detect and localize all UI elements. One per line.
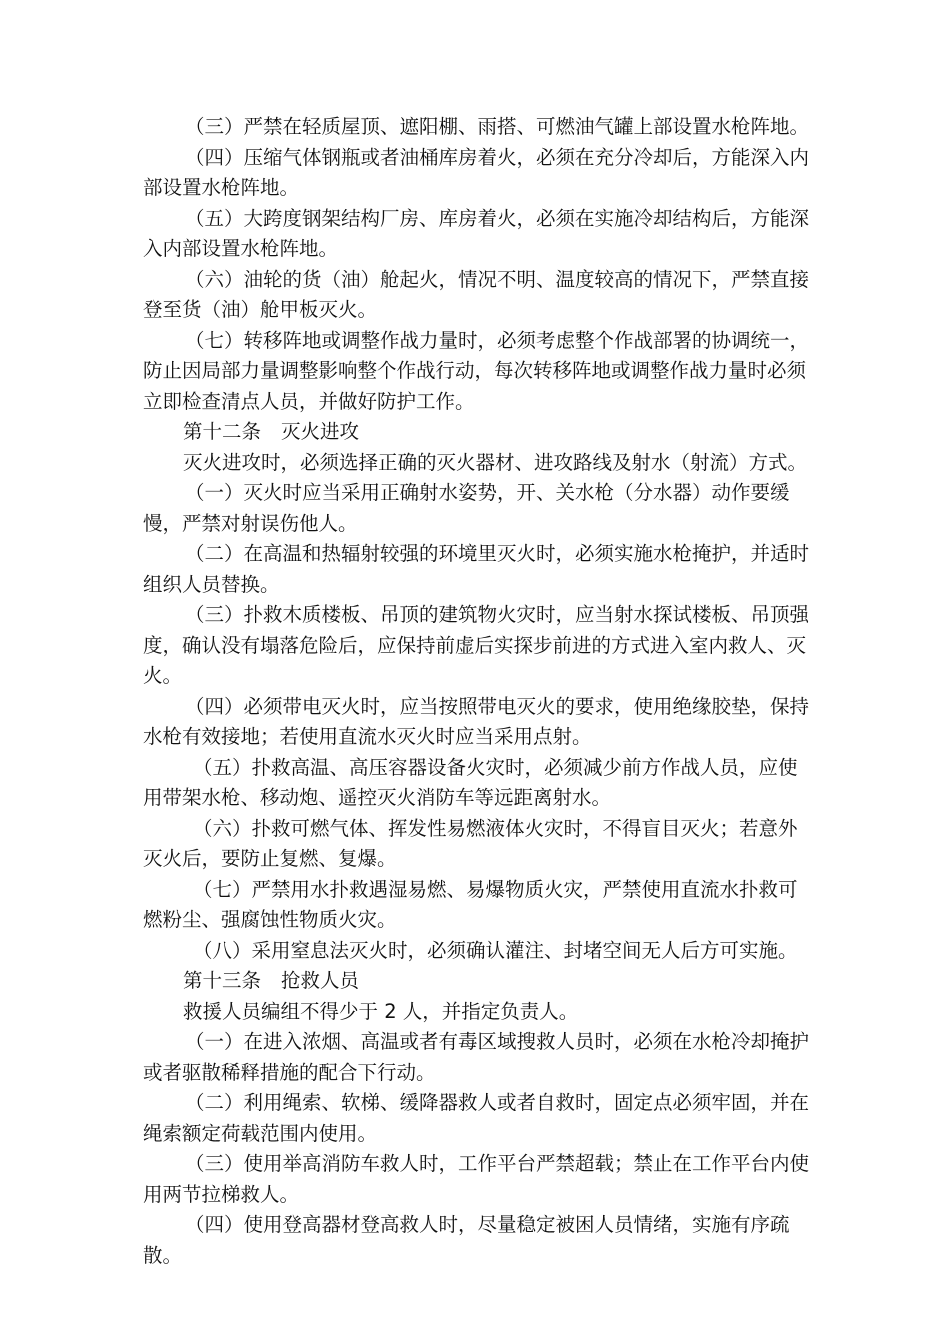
paragraph-item: （七）严禁用水扑救遇湿易燃、易爆物质火灾，严禁使用直流水扑救可燃粉尘、强腐蚀性物质火灾。 — [143, 877, 798, 931]
paragraph-item: （一）灭火时应当采用正确射水姿势，开、关水枪（分水器）动作要缓慢，严禁对射误伤他人。 — [143, 481, 790, 535]
paragraph-item: （五）大跨度钢架结构厂房、库房着火，必须在实施冷却结构后，方能深入内部设置水枪阵地。 — [143, 206, 810, 260]
article-intro: 灭火进攻时，必须选择正确的灭火器材、进攻路线及射水（射流）方式。 — [183, 450, 808, 474]
paragraph-item: （八）采用窒息法灭火时，必须确认灌注、封堵空间无人后方可实施。 — [193, 938, 798, 962]
paragraph-item: （五）扑救高温、高压容器设备火灾时，必须减少前方作战人员，应使用带架水枪、移动炮、遥控灭火消防车等远距离射水。 — [143, 755, 798, 809]
paragraph-item: （七）转移阵地或调整作战力量时，必须考虑整个作战部署的协调统一，防止因局部力量调整影响整个作战行动，每次转移阵地或调整作战力量时必须立即检查清点人员，并做好防护工作。 — [143, 328, 810, 413]
paragraph-item: （三）使用举高消防车救人时，工作平台严禁超载；禁止在工作平台内使用两节拉梯救人。 — [143, 1152, 810, 1206]
paragraph-item: （一）在进入浓烟、高温或者有毒区域搜救人员时，必须在水枪冷却掩护或者驱散稀释措施的配合下行动。 — [143, 1030, 810, 1084]
paragraph-item: （六）扑救可燃气体、挥发性易燃液体火灾时，不得盲目灭火；若意外灭火后，要防止复燃、复爆。 — [143, 816, 798, 870]
paragraph-item: （四）必须带电灭火时，应当按照带电灭火的要求，使用绝缘胶垫，保持水枪有效接地；若使用直流水灭火时应当采用点射。 — [143, 694, 810, 748]
article-number: 第十二条 — [183, 420, 262, 443]
paragraph-item: （三）严禁在轻质屋顶、遮阳棚、雨搭、可燃油气罐上部设置水枪阵地。 — [185, 115, 810, 138]
paragraph-item: （二）在高温和热辐射较强的环境里灭火时，必须实施水枪掩护，并适时组织人员替换。 — [143, 542, 810, 596]
article-heading — [143, 966, 813, 997]
paragraph-item: （二）利用绳索、软梯、缓降器救人或者自救时，固定点必须牢固，并在绳索额定荷载范围内使用。 — [143, 1091, 810, 1145]
article-title: 抢救人员 — [281, 969, 360, 992]
article-heading — [143, 417, 813, 448]
article-number: 第十三条 — [183, 969, 262, 992]
article-intro: 救援人员编组不得少于 2 人，并指定负责人。 — [183, 999, 579, 1023]
paragraph-item: （四）压缩气体钢瓶或者油桶库房着火，必须在充分冷却后，方能深入内部设置水枪阵地。 — [143, 145, 810, 199]
paragraph-item: （四）使用登高器材登高救人时，尽量稳定被困人员情绪，实施有序疏散。 — [143, 1213, 790, 1267]
paragraph-item: （六）油轮的货（油）舱起火，情况不明、温度较高的情况下，严禁直接登至货（油）舱甲板灭火。 — [143, 267, 810, 321]
document-body — [143, 112, 813, 1271]
paragraph-item: （三）扑救木质楼板、吊顶的建筑物火灾时，应当射水探试楼板、吊顶强度，确认没有塌落危险后，应保持前虚后实探步前进的方式进入室内救人、灭火。 — [143, 603, 810, 687]
article-title: 灭火进攻 — [281, 420, 360, 443]
